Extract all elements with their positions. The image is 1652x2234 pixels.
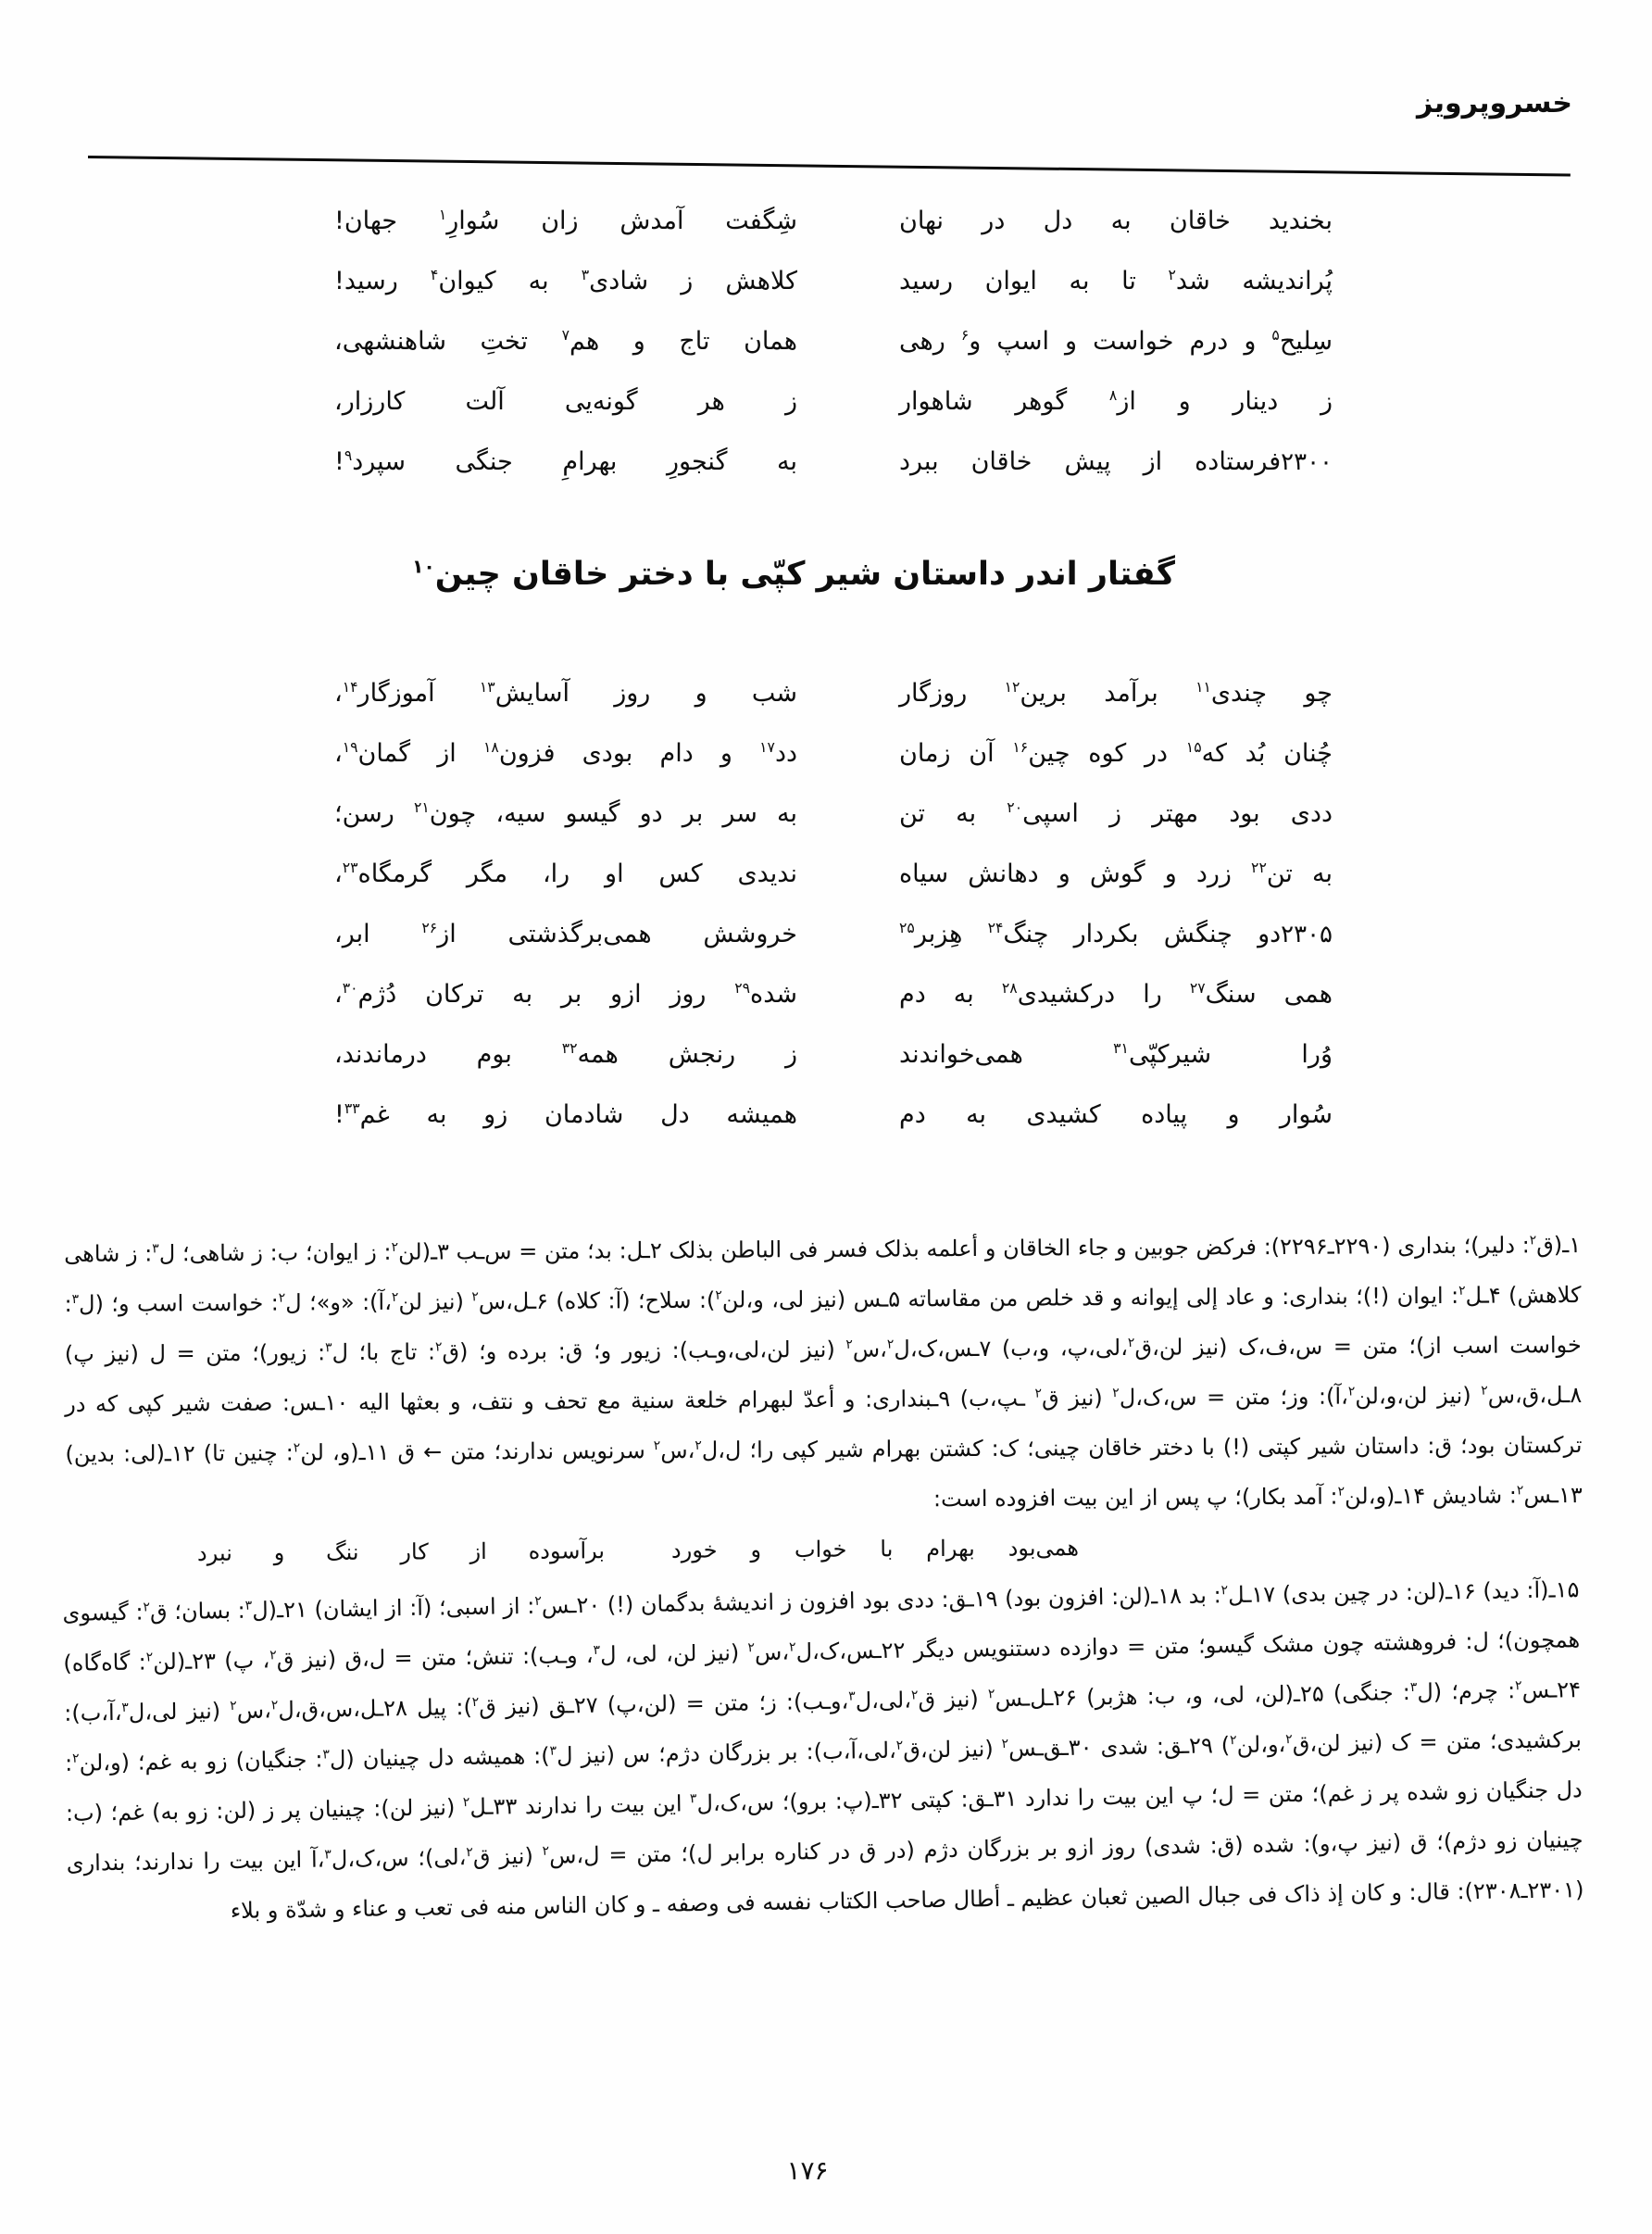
hemistich-right <box>899 447 1333 476</box>
hemistich-right <box>899 267 1333 295</box>
couplet <box>334 964 1333 1024</box>
verse-text: خروشش همی‌برگذشتی از$^{۲۶}$ ابر، <box>334 919 797 948</box>
verse-text: به تن$^{۲۲}$ زرد و گوش و دهانش سیاه <box>899 859 1333 888</box>
apparatus-paragraph-1: ۱ـ(ق$^۲$: دلیر)؛ بنداری (۲۲۹۰ـ۲۲۹۶): فرکض جوبین و جاء الخاقان و أعلمه بذلک فسر فی الباطن بذلک ۲ـل: بد؛ متن = س‌ـب ۳ـ(لن$^۲$: ز ایوان؛ ب: ز شاهی؛ ل$^۳$: ز شاهی کلاهش) ۴ـل$^۲$: ایوان (!)؛ بنداری: و عاد إلی إیوانه و قد خلص من مقاساته ۵ـس (نیز لی، و،لن$^۲$): سلاح؛ (آ: کلاه) ۶ـل،س$^۲$ (نیز لن$^۲$،آ): «و»؛ ل$^۲$: خواست اسب و؛ (ل$^۳$: خواست اسب از)؛ متن = س،ف،ک (نیز لن،ق$^۲$،لی،پ، و،ب) ۷ـس،ک،ل$^۲$،س$^۲$ (نیز لن،لی،وـب): زیور و؛ ق: برده و؛ (ق$^۲$: تاج با؛ ل$^۳$: زیور)؛ متن = ل (نیز پ) ۸ـل،ق،س$^۲$ (نیز لن،و،لن$^۲$،آ): وز؛ متن = س،ک،ل$^۲$ (نیز ق$^۲$ ـپ،ب) ۹ـبنداری: و أعدّ لبهرام خلعة سنیة مع تحف و نتف، و بعثها الیه ۱۰ـس: صفت شیر کپی که در ترکستان بود؛ ق: داستان شیر کپتی (!) با دختر خاقان چینی؛ ک: کشتن بهرام شیر کپی را؛ ل،ل$^۲$،س$^۲$ سرنویس ندارند؛ متن ← ق ۱۱ـ(و، لن$^۲$: چنین تا) ۱۲ـ(لی: بدین) ۱۳ـس$^۲$: شادیش ۱۴ـ(و،لن$^۲$: آمد بکار)؛ پ پس از این بیت افزوده است: <box>64 1231 1583 1512</box>
hemistich-left <box>334 679 797 708</box>
hemistich-left <box>334 387 797 416</box>
couplet <box>334 663 1333 723</box>
hemistich-left <box>334 980 797 1009</box>
verse-text: همیشه دل شادمان زو به غم$^{۳۳}$! <box>334 1099 797 1129</box>
verse-text: پُراندیشه شد$^۲$ تا به ایوان رسید <box>899 266 1333 295</box>
verse-text: به سر بر دو گیسو سیه، چون$^{۲۱}$ رسن؛ <box>334 798 797 828</box>
critical-apparatus <box>62 1224 1584 1927</box>
couplet <box>334 723 1333 784</box>
section-heading: گفتار اندر داستان شیر کپّی با دختر خاقان چین$^{۱۰}$ <box>412 555 1175 593</box>
couplet <box>334 1085 1333 1145</box>
verse-text: دو چنگش بکردار چنگ$^{۲۴}$ هِزبر$^{۲۵}$ <box>899 919 1282 948</box>
verse-text: چو چندی$^{۱۱}$ برآمد برین$^{۱۲}$ روزگار <box>899 678 1333 708</box>
poem-block-1 <box>334 191 1333 492</box>
hemistich-left <box>334 920 797 948</box>
hemistich-right <box>899 980 1333 1009</box>
hemistich-left <box>334 739 797 768</box>
hemistich-right <box>899 739 1333 768</box>
verse-number: ۲۳۰۰ <box>1281 448 1333 476</box>
verse-text: به گنجورِ بهرامِ جنگی سپرد$^۹$! <box>334 446 797 476</box>
couplet <box>334 251 1333 311</box>
apparatus-paragraph-2: ۱۵ـ(آ: دید) ۱۶ـ(لن: در چین بدی) ۱۷ـل$^۲$: بد ۱۸ـ(لن: افزون بود) ۱۹ـق: ددی بود افزون ز اندیشهٔ بدگمان (!) ۲۰ـس$^۲$: از اسبی؛ (آ: از ایشان) ۲۱ـ(ل$^۳$: بسان؛ ق$^۲$: گیسوی همچون)؛ ل: فروهشته چون مشک گیسو؛ متن = دوازده دستنویس دیگر ۲۲ـس،ک،ل$^۲$،س$^۲$ (نیز لن، لی، ل$^۳$، وـب): تنش؛ متن = ل،ق (نیز ق$^۲$، پ) ۲۳ـ(لن$^۲$: گاه‌گاه) ۲۴ـس$^۲$: چرم؛ (ل$^۳$: جنگی) ۲۵ـ(لن، لی، و، ب: هژبر) ۲۶ـل‌ـس$^۲$ (نیز ق$^۲$،لی،ل$^۳$،وـب): ز؛ متن = (لن،پ) ۲۷ـق (نیز ق$^۲$): پیل ۲۸ـل،س،ق،ل$^۲$،س$^۲$ (نیز لی،ل$^۳$،آ،ب): برکشیدی؛ متن = ک (نیز لن،ق$^۲$،و،لن$^۲$) ۲۹ـق: شدی ۳۰ـق‌ـس$^۲$ (نیز لن،ق$^۲$،لی،آ،ب): بر بزرگان دژم؛ س (نیز ل$^۳$): همیشه دل چینیان (ل$^۳$: جنگیان) زو به غم؛ (و،لن$^۲$: دل جنگیان زو شده پر ز غم)؛ متن = ل؛ پ این بیت را ندارد ۳۱ـق: کپتی ۳۲ـ(پ: برو)؛ س،ک،ل$^۳$ این بیت را ندارند ۳۳ـل$^۲$ (نیز لن): چینیان پر ز (لن: زو به) غم؛ (ب: چینیان زو دژم)؛ ق (نیز پ،و): شده (ق: شدی) روز ازو بر بزرگان دژم (در ق در کناره برابر ل)؛ متن = ل،س$^۲$ (نیز ق$^۲$،لی)؛ س،ک،ل$^۳$،آ این بیت را ندارند؛ بنداری (۲۳۰۱ـ۲۳۰۸): قال: و کان إذ ذاک فی جبال الصین ثعبان عظیم ـ أطال صاحب الکتاب نفسه فی وصفه ـ و کان الناس منه فی تعب و عناء و شدّة و بلاء <box>62 1576 1584 1925</box>
verse-text: سُوار و پیاده کشیدی به دم <box>899 1100 1333 1129</box>
hemistich-right <box>899 327 1333 356</box>
hemistich-left <box>334 860 797 888</box>
hemistich-left <box>334 447 797 476</box>
hemistich-right <box>899 679 1333 708</box>
hemistich-left <box>334 327 797 356</box>
couplet <box>334 904 1333 964</box>
poem-block-2 <box>334 663 1333 1145</box>
hemistich-right <box>899 860 1333 888</box>
verse-text: شب و روز آسایش$^{۱۳}$ آموزگار$^{۱۴}$، <box>334 678 797 708</box>
hemistich-left <box>334 799 797 828</box>
verse-number: ۲۳۰۵ <box>1281 921 1333 948</box>
hemistich-right <box>899 387 1333 416</box>
verse-text: چُنان بُد که$^{۱۵}$ در کوه چین$^{۱۶}$ آن زمان <box>899 738 1333 768</box>
hemistich-left <box>334 1040 797 1069</box>
couplet <box>334 371 1333 432</box>
verse-text: کلاهش ز شادی$^۳$ به کیوان$^۴$ رسید! <box>334 266 798 295</box>
header-rule-divider <box>88 156 1571 177</box>
page-number: ۱۷۶ <box>786 2155 829 2186</box>
hemistich-left <box>334 207 797 235</box>
verse-text: همی سنگ$^{۲۷}$ را درکشیدی$^{۲۸}$ به دم <box>899 979 1333 1009</box>
verse-text: بخندید خاقان به دل در نهان <box>899 207 1333 235</box>
hemistich-left <box>334 1100 797 1129</box>
verse-text: فرستاده از پیش خاقان ببرد <box>899 447 1282 476</box>
verse-text: ز هر گونه‌یی آلت کارزار، <box>334 387 797 416</box>
hemistich-right <box>899 207 1333 235</box>
verse-text: ز رنجش همه$^{۳۲}$ بوم درماندند، <box>334 1039 798 1069</box>
verse-text: شِگفت آمدش زان سُوارِ$^۱$ جهان! <box>334 206 797 235</box>
hemistich-left: برآسوده از کار ننگ و نبرد <box>196 1537 606 1566</box>
hemistich-right <box>899 920 1333 948</box>
couplet <box>334 784 1333 844</box>
couplet <box>334 844 1333 904</box>
hemistich-right <box>899 1100 1333 1129</box>
verse-text: ددی بود مهتر ز اسپی$^{۲۰}$ به تن <box>899 798 1333 828</box>
running-head-title: خسروپرویز <box>1417 87 1572 119</box>
verse-text: ز دینار و از$^۸$ گوهر شاهوار <box>899 386 1333 416</box>
hemistich-left <box>334 267 797 295</box>
couplet <box>334 1024 1333 1085</box>
hemistich-right <box>899 1040 1333 1069</box>
verse-text: وُرا شیرکپّی$^{۳۱}$ همی‌خواندند <box>899 1039 1333 1069</box>
verse-text: شده$^{۲۹}$ روز ازو بر به ترکان دُژم$^{۳۰}$، <box>334 979 797 1009</box>
couplet <box>334 311 1333 371</box>
verse-text: همان تاج و هم$^۷$ تختِ شاهنشهی، <box>334 326 798 356</box>
hemistich-right: همی‌بود بهرام با خواب و خورد <box>670 1535 1080 1563</box>
couplet <box>334 432 1333 492</box>
verse-text: سِلیح$^۵$ و درم خواست و اسپ و$^۶$ رهی <box>899 326 1333 356</box>
verse-text: دد$^{۱۷}$ و دام بودی فزون$^{۱۸}$ از گمان$^{۱۹}$، <box>334 738 797 768</box>
verse-text: ندیدی کس او را، مگر گرمگاه$^{۲۳}$، <box>334 859 797 888</box>
couplet <box>334 191 1333 251</box>
hemistich-right <box>899 799 1333 828</box>
